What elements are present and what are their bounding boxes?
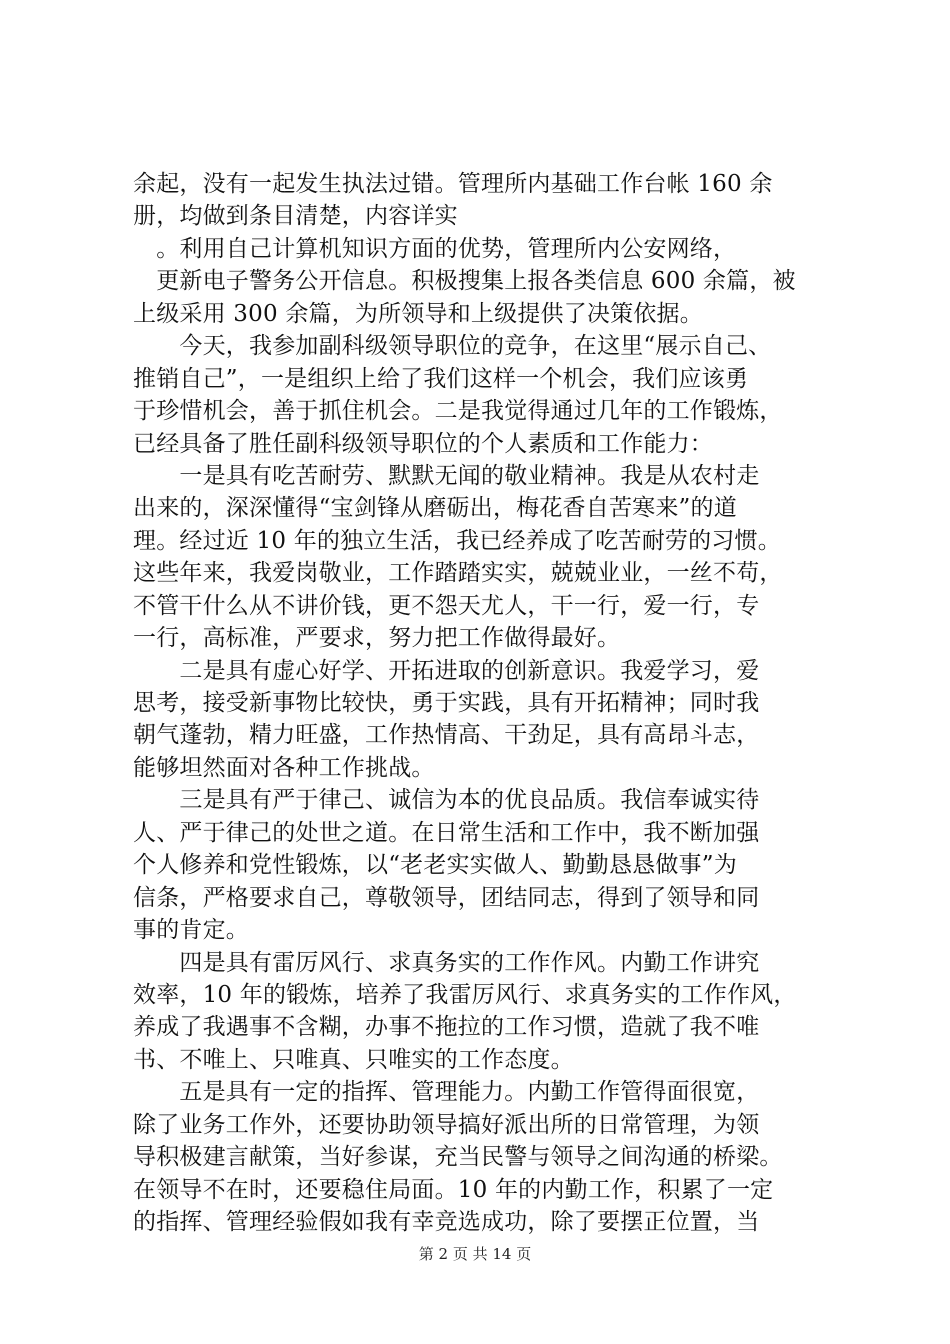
text-line: 于珍惜机会，善于抓住机会。二是我觉得通过几年的工作锻炼， xyxy=(133,398,783,425)
text-line: 人、严于律己的处世之道。在日常生活和工作中，我不断加强 xyxy=(133,819,760,846)
text-line: 一行，高标准，严要求，努力把工作做得最好。 xyxy=(133,625,621,652)
body-text xyxy=(133,168,833,1238)
text-line: 三是具有严于律己、诚信为本的优良品质。我信奉诚实待 xyxy=(133,787,760,814)
text-line: 推销自己”，一是组织上给了我们这样一个机会，我们应该勇 xyxy=(133,365,749,392)
text-line: 的指挥、管理经验假如我有幸竞选成功，除了要摆正位置，当 xyxy=(133,1209,760,1235)
text-line: 出来的，深深懂得“宝剑锋从磨砺出，梅花香自苦寒来”的道 xyxy=(133,495,737,522)
text-line: 册，均做到条目清楚，内容详实 xyxy=(133,203,458,230)
text-line: 上级采用 300 余篇，为所领导和上级提供了决策依据。 xyxy=(133,300,703,327)
text-line: 今天，我参加副科级领导职位的竞争，在这里“展示自己、 xyxy=(133,333,772,360)
page-number-footer: 第 2 页 共 14 页 xyxy=(418,1245,532,1263)
text-line: 个人修养和党性锻炼，以“老老实实做人、勤勤恳恳做事”为 xyxy=(133,852,737,879)
text-line: 除了业务工作外，还要协助领导搞好派出所的日常管理，为领 xyxy=(133,1111,760,1138)
text-line: 书、不唯上、只唯真、只唯实的工作态度。 xyxy=(133,1046,574,1073)
text-line: 四是具有雷厉风行、求真务实的工作作风。内勤工作讲究 xyxy=(133,949,760,976)
text-line: 理。经过近 10 年的独立生活，我已经养成了吃苦耐劳的习惯。 xyxy=(133,527,781,554)
text-line: 效率，10 年的锻炼，培养了我雷厉风行、求真务实的工作作风， xyxy=(133,981,797,1008)
text-line: 已经具备了胜任副科级领导职位的个人素质和工作能力： xyxy=(133,430,713,457)
text-line: 能够坦然面对各种工作挑战。 xyxy=(133,754,435,781)
text-line: 二是具有虚心好学、开拓进取的创新意识。我爱学习，爱 xyxy=(133,657,760,684)
text-line: 导积极建言献策，当好参谋，充当民警与领导之间沟通的桥梁。 xyxy=(133,1144,783,1171)
text-line: 不管干什么从不讲价钱，更不怨天尤人，干一行，爱一行，专 xyxy=(133,592,760,619)
text-line: 信条，严格要求自己，尊敬领导，团结同志，得到了领导和同 xyxy=(133,884,760,911)
text-line: 养成了我遇事不含糊，办事不拖拉的工作习惯，造就了我不唯 xyxy=(133,1014,760,1041)
text-line: 更新电子警务公开信息。积极搜集上报各类信息 600 余篇，被 xyxy=(133,268,796,295)
text-line: 这些年来，我爱岗敬业，工作踏踏实实，兢兢业业，一丝不苟， xyxy=(133,560,783,587)
text-line: 五是具有一定的指挥、管理能力。内勤工作管得面很宽， xyxy=(133,1079,760,1106)
text-line: 思考，接受新事物比较快，勇于实践，具有开拓精神；同时我 xyxy=(133,690,760,716)
text-line: 在领导不在时，还要稳住局面。10 年的内勤工作，积累了一定 xyxy=(133,1176,774,1203)
text-line: 余起，没有一起发生执法过错。管理所内基础工作台帐 160 余 xyxy=(133,171,773,197)
text-line: 朝气蓬勃，精力旺盛，工作热情高、干劲足，具有高昂斗志， xyxy=(133,722,760,749)
text-line: 事的肯定。 xyxy=(133,917,249,944)
text-line: 一是具有吃苦耐劳、默默无闻的敬业精神。我是从农村走 xyxy=(133,462,760,489)
text-line: 。利用自己计算机知识方面的优势，管理所内公安网络， xyxy=(133,235,737,262)
